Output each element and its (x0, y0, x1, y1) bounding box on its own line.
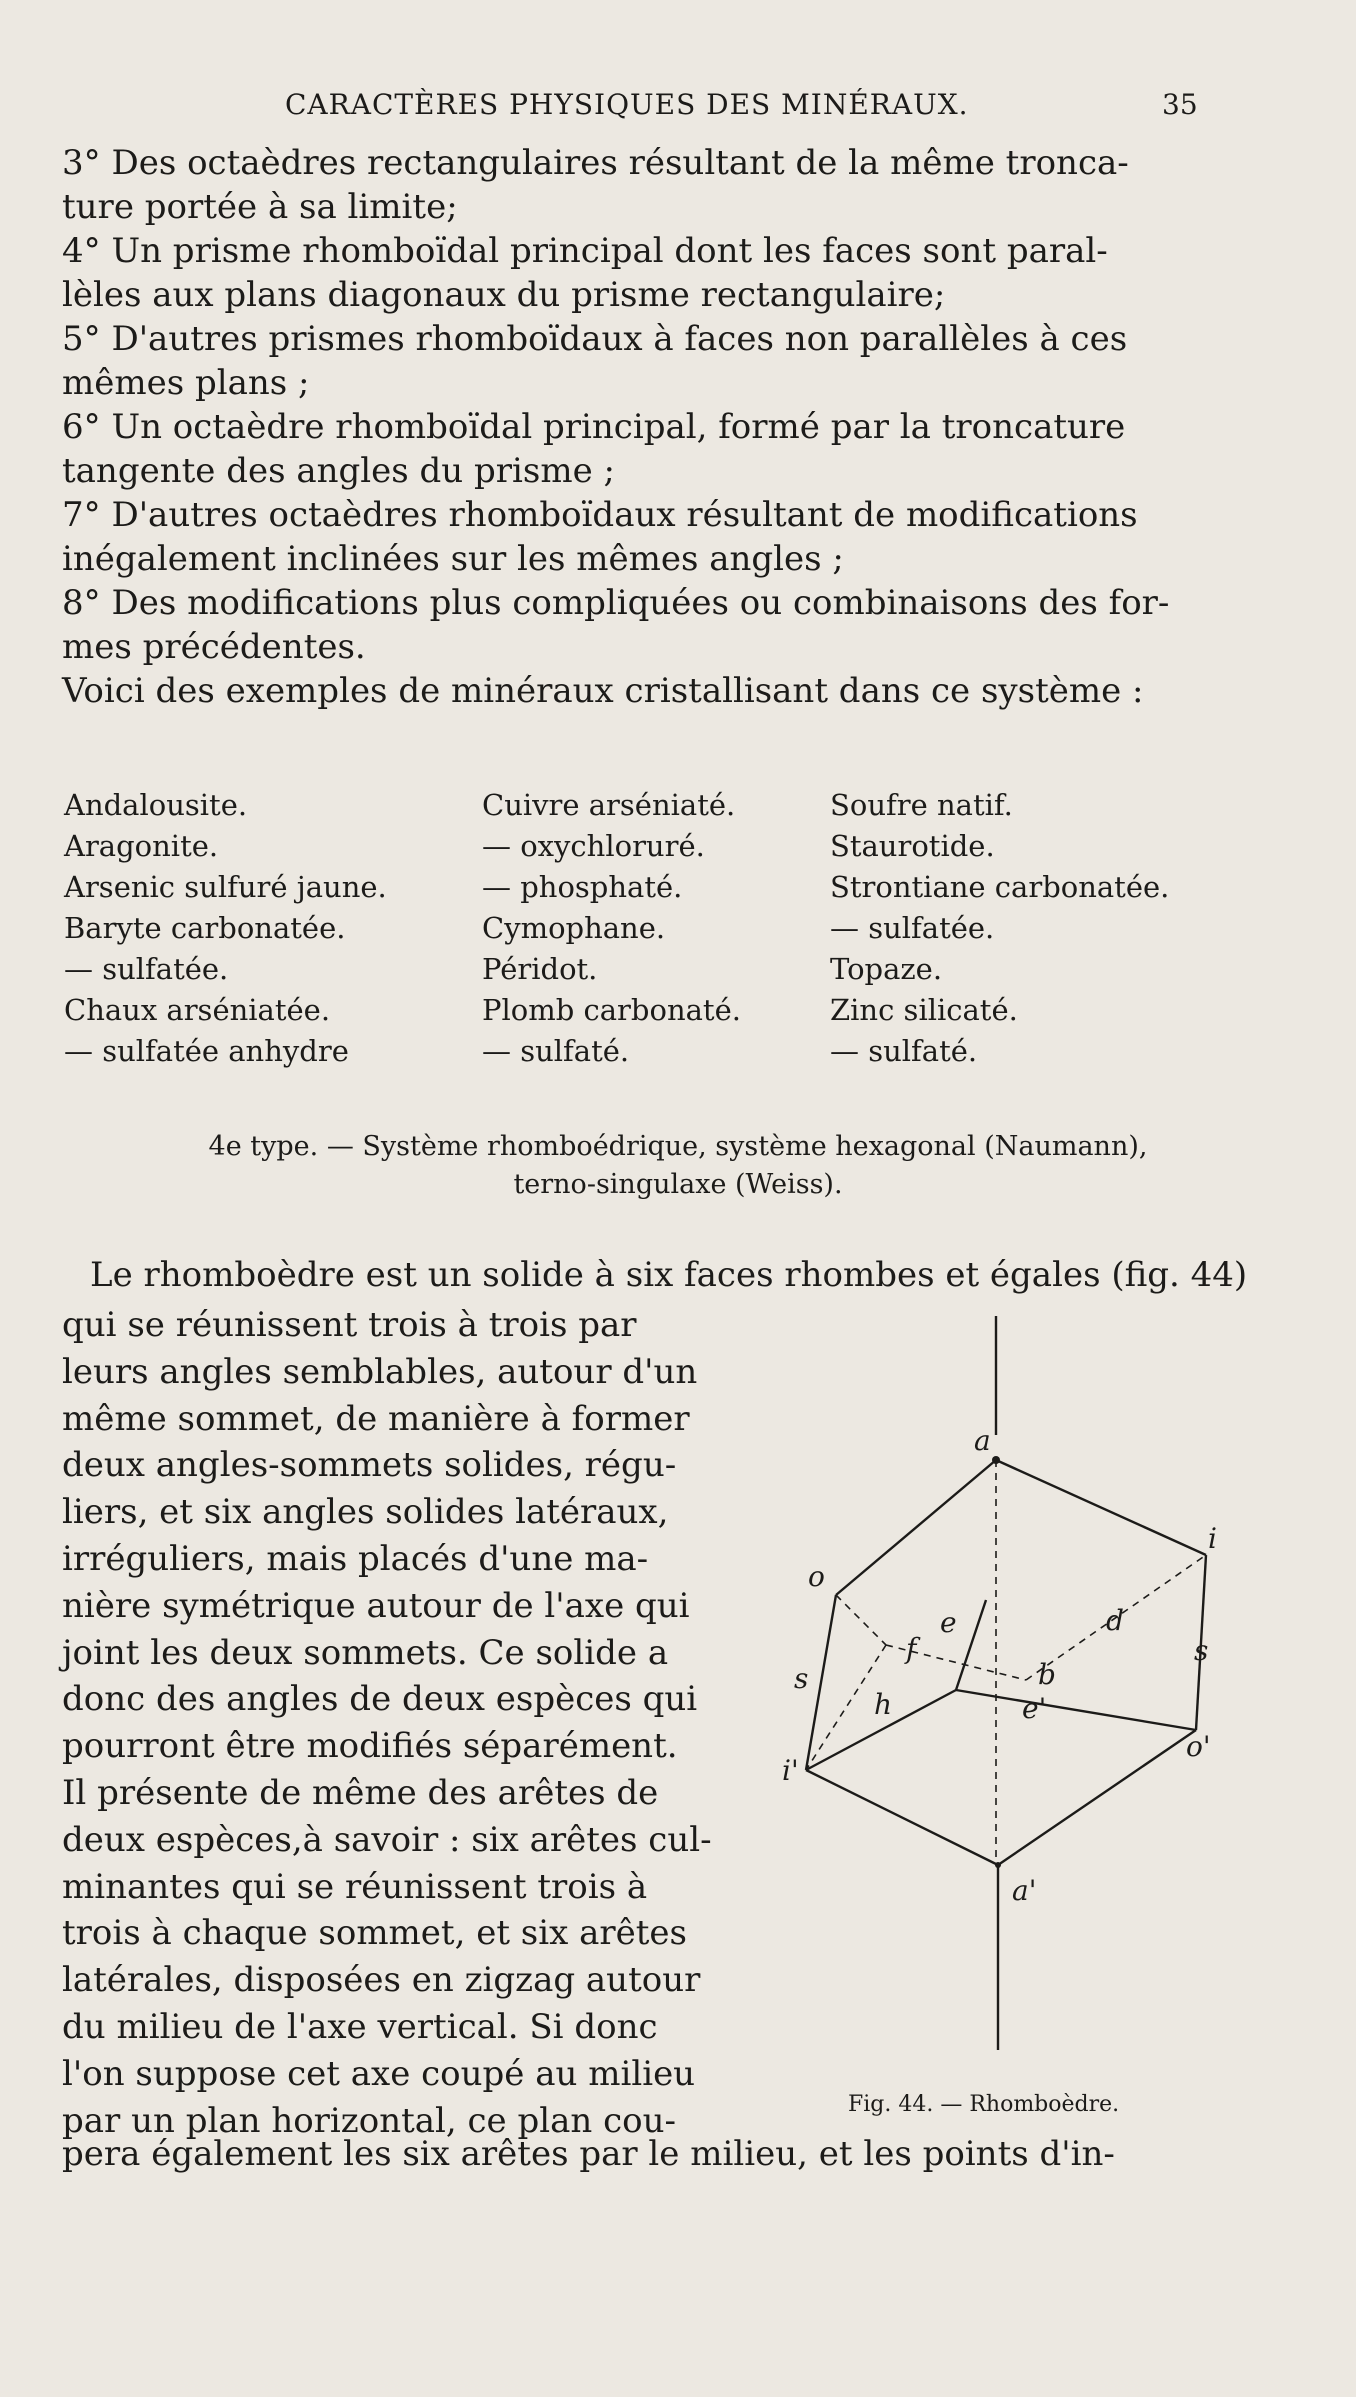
forms-line: 3° Des octaèdres rectangulaires résultant de la même tronca- (62, 143, 1129, 183)
edge-a-i (996, 1460, 1206, 1555)
edge-o-iprime (806, 1595, 836, 1770)
body-line: qui se réunissent trois à trois par (62, 1305, 637, 1345)
body-line: même sommet, de manière à former (62, 1398, 690, 1439)
body-line: trois à chaque sommet, et six arêtes (62, 1913, 687, 1954)
edge-iprime-aprime (806, 1770, 998, 1865)
forms-line: 4° Un prisme rhomboïdal principal dont les faces sont paral- (62, 231, 1108, 271)
forms-line: tangente des angles du prisme ; (62, 451, 615, 491)
label-o: o (808, 1560, 825, 1593)
minerals-column (830, 785, 1169, 1072)
body-line: par un plan horizontal, ce plan cou- (62, 2100, 676, 2141)
minerals-table (64, 785, 1244, 1075)
forms-line: mêmes plans ; (62, 363, 310, 403)
body-line: deux espèces,à savoir : six arêtes cul- (62, 1819, 712, 1860)
forms-line: mes précédentes. (62, 627, 366, 667)
mineral-item: Plomb carbonaté. (482, 993, 741, 1027)
forms-line: lèles aux plans diagonaux du prisme rectangulaire; (62, 275, 946, 315)
label-e: e (940, 1606, 957, 1639)
edge-oprime-aprime (998, 1730, 1196, 1865)
mineral-item: Strontiane carbonatée. (830, 870, 1170, 904)
body-line: latérales, disposées en zigzag autour (62, 1960, 701, 2001)
body-line: nière symétrique autour de l'axe qui (62, 1585, 690, 1626)
rhombohedron-diagram (776, 1300, 1246, 2160)
body-line: l'on suppose cet axe coupé au milieu (62, 2053, 696, 2094)
label-h: h (874, 1688, 893, 1721)
edge-eprime-oprime (956, 1690, 1196, 1730)
label-d: d (1106, 1604, 1124, 1637)
mineral-item: Zinc silicaté. (830, 993, 1018, 1027)
forms-line: Voici des exemples de minéraux cristallisant dans ce système : (62, 671, 1144, 711)
body-line: minantes qui se réunissent trois à (62, 1866, 648, 1907)
forms-list (62, 141, 1242, 713)
mineral-item: Soufre natif. (830, 788, 1013, 822)
figure-caption: Fig. 44. — Rhomboèdre. (848, 2092, 1120, 2117)
section-heading-line: terno-singulaxe (Weiss). (513, 1169, 843, 1200)
mineral-item: — sulfatée. (64, 952, 229, 986)
mineral-item: Topaze. (830, 952, 943, 986)
label-eprime: e' (1022, 1692, 1047, 1725)
section-heading (0, 1128, 1356, 1204)
label-i: i (1208, 1522, 1217, 1555)
label-aprime: a' (1012, 1874, 1037, 1907)
body-line: joint les deux sommets. Ce solide a (62, 1632, 669, 1673)
section-heading-line: 4e type. — Système rhomboédrique, système hexagonal (Naumann), (208, 1131, 1148, 1162)
minerals-column (64, 785, 387, 1072)
mineral-item: — sulfatée. (830, 911, 995, 945)
label-b: b (1038, 1658, 1056, 1691)
rhombohedron-figure (776, 1300, 1246, 2160)
page-number: 35 (1162, 88, 1198, 121)
vertex-aprime (995, 1862, 1001, 1868)
forms-line: 8° Des modifications plus compliquées ou combinaisons des for- (62, 583, 1170, 623)
body-last-line: pera également les six arêtes par le milieu, et les points d'in- (62, 2134, 1115, 2174)
body-first-line: Le rhomboèdre est un solide à six faces rhombes et égales (fig. 44) (90, 1255, 1248, 1295)
running-title: CARACTÈRES PHYSIQUES DES MINÉRAUX. (285, 88, 969, 121)
mineral-item: Arsenic sulfuré jaune. (64, 870, 387, 904)
mineral-item: Cymophane. (482, 911, 666, 945)
forms-line: ture portée à sa limite; (62, 187, 458, 227)
forms-line: 5° D'autres prismes rhomboïdaux à faces non parallèles à ces (62, 319, 1128, 359)
mineral-item: — sulfaté. (830, 1034, 978, 1068)
mineral-item: Staurotide. (830, 829, 995, 863)
mineral-item: — phosphaté. (482, 870, 683, 904)
label-iprime: i' (782, 1754, 799, 1787)
wrapped-paragraph (62, 1302, 730, 2144)
mineral-item: Baryte carbonatée. (64, 911, 346, 945)
forms-line: 7° D'autres octaèdres rhomboïdaux résultant de modifications (62, 495, 1138, 535)
label-a: a (974, 1424, 991, 1457)
label-s-right: s (1194, 1634, 1209, 1667)
label-s-left: s (794, 1662, 809, 1695)
mineral-item: Aragonite. (64, 829, 219, 863)
vertex-a (992, 1456, 1000, 1464)
mineral-item: — sulfatée anhydre (64, 1034, 349, 1068)
body-line: Il présente de même des arêtes de (62, 1772, 659, 1813)
minerals-column (482, 785, 741, 1072)
edge-eprime-b (956, 1600, 986, 1690)
mineral-item: Péridot. (482, 952, 598, 986)
body-line: liers, et six angles solides latéraux, (62, 1492, 669, 1533)
mineral-item: Andalousite. (64, 788, 248, 822)
body-line: donc des angles de deux espèces qui (62, 1679, 698, 1720)
mineral-item: — oxychloruré. (482, 829, 705, 863)
label-f: f (906, 1632, 917, 1665)
mineral-item: Cuivre arséniaté. (482, 788, 736, 822)
edge-a-o (836, 1460, 996, 1595)
forms-line: 6° Un octaèdre rhomboïdal principal, formé par la troncature (62, 407, 1126, 447)
hidden-edge-o-f (836, 1595, 886, 1645)
label-oprime: o' (1186, 1730, 1211, 1763)
body-line: du milieu de l'axe vertical. Si donc (62, 2006, 658, 2047)
body-line: irréguliers, mais placés d'une ma- (62, 1538, 649, 1579)
body-line: deux angles-sommets solides, régu- (62, 1445, 677, 1486)
forms-line: inégalement inclinées sur les mêmes angles ; (62, 539, 844, 579)
page-header (0, 88, 1356, 132)
mineral-item: Chaux arséniatée. (64, 993, 331, 1027)
body-line: pourront être modifiés séparément. (62, 1726, 678, 1767)
body-line: leurs angles semblables, autour d'un (62, 1351, 698, 1392)
mineral-item: — sulfaté. (482, 1034, 630, 1068)
